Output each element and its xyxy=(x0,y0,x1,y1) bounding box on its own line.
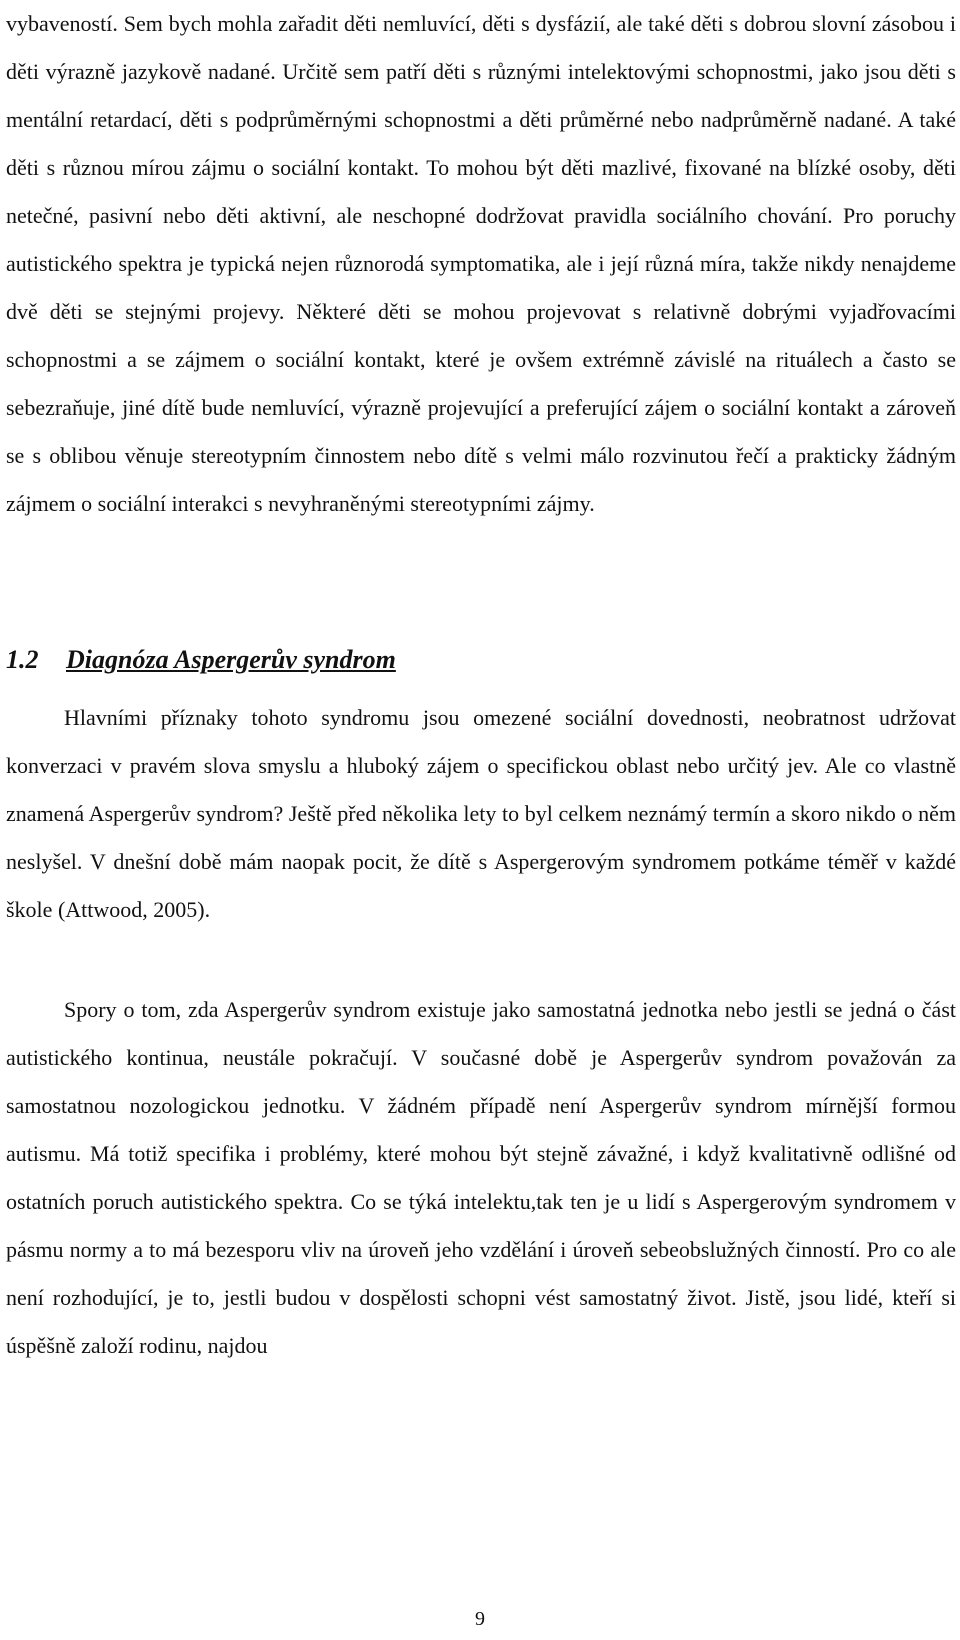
section-number: 1.2 xyxy=(6,645,39,674)
paragraph-main-symptoms: Hlavními příznaky tohoto syndromu jsou omezené sociální dovednosti, neobratnost udržovat konverzaci v pravém slova smyslu a hluboký zájem o specifickou oblast nebo určitý jev. Ale co vlastně znamená Aspergerův syndrom? Ještě před několika lety to byl celkem neznámý termín a skoro nikdo o něm neslyšel. V dnešní době mám naopak pocit, že dítě s Aspergerovým syndromem potkáme téměř v každé škole (Attwood, 2005). xyxy=(6,705,956,922)
paragraph-autism-spectrum-variety: vybaveností. Sem bych mohla zařadit děti nemluvící, děti s dysfázií, ale také děti s dobrou slovní zásobou i děti výrazně jazykově nadané. Určitě sem patří děti s různými intelektovými schopnostmi, jako jsou děti s mentální retardací, děti s podprůměrnými schopnostmi a děti průměrné nebo nadprůměrně nadané. A také děti s různou mírou zájmu o sociální kontakt. To mohou být děti mazlivé, fixované na blízké osoby, děti netečné, pasivní nebo děti aktivní, ale neschopné dodržovat pravidla sociálního chování. Pro poruchy autistického spektra je typická nejen různorodá symptomatika, ale i její různá míra, takže nikdy nenajdeme dvě děti se stejnými projevy. Některé děti se mohou projevovat s relativně dobrými vyjadřovacími schopnostmi a se zájmem o sociální kontakt, které je ovšem extrémně závislé na rituálech a často se sebezraňuje, jiné dítě bude nemluvící, výrazně projevující a preferující zájem o sociální kontakt a zároveň se s oblibou věnuje stereotypním činnostem nebo dítě s velmi málo rozvinutou řečí a prakticky žádným zájmem o sociální interakci s nevyhraněnými stereotypními zájmy. xyxy=(6,11,956,516)
section-heading xyxy=(6,640,396,680)
page-number: 9 xyxy=(475,1608,485,1630)
paragraph-disputes: Spory o tom, zda Aspergerův syndrom existuje jako samostatná jednotka nebo jestli se jedná o část autistického kontinua, neustále pokračují. V současné době je Aspergerův syndrom považován za samostatnou nozologickou jednotku. V žádném případě není Aspergerův syndrom mírnější formou autismu. Má totiž specifika i problémy, které mohou být stejně závažné, i když kvalitativně odlišné od ostatních poruch autistického spektra. Co se týká intelektu,tak ten je u lidí s Aspergerovým syndromem v pásmu normy a to má bezesporu vliv na úroveň jeho vzdělání i úroveň sebeobslužných činností. Pro co ale není rozhodující, je to, jestli budou v dospělosti schopni vést samostatný život. Jistě, jsou lidé, kteří si úspěšně založí rodinu, najdou xyxy=(6,997,956,1358)
section-title: Diagnóza Aspergerův syndrom xyxy=(66,645,396,674)
